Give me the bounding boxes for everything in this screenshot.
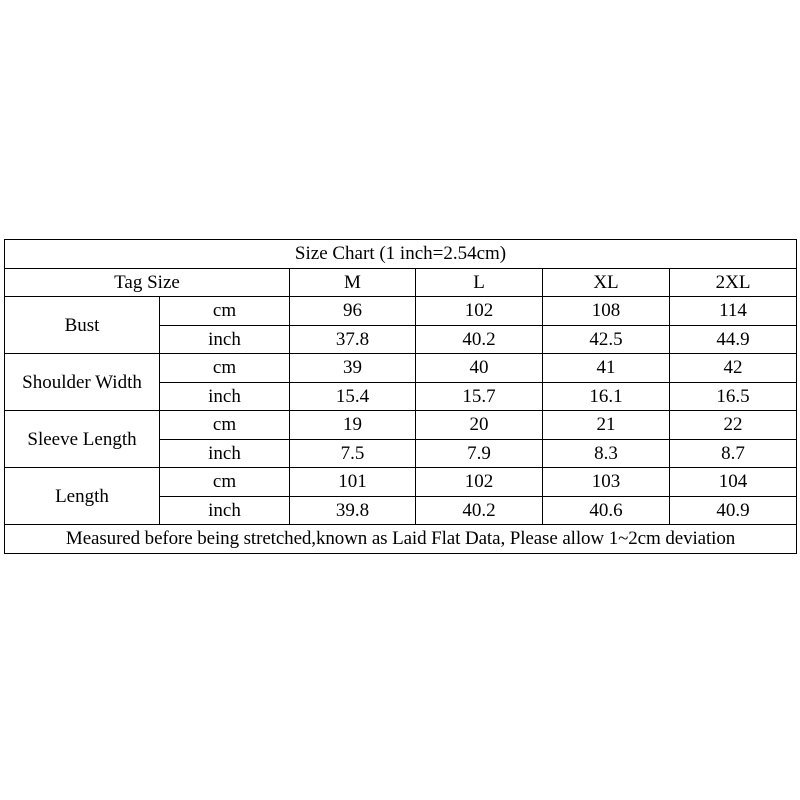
value-cell: 103 [543,468,670,497]
measure-name-shoulder-width: Shoulder Width [5,354,160,411]
value-cell: 16.5 [670,382,797,411]
measure-name-length: Length [5,468,160,525]
value-cell: 40 [416,354,543,383]
measure-name-bust: Bust [5,297,160,354]
value-cell: 7.9 [416,439,543,468]
unit-cell: inch [160,382,290,411]
table-row [5,411,797,440]
size-header-xl: XL [543,268,670,297]
value-cell: 19 [290,411,416,440]
value-cell: 8.3 [543,439,670,468]
unit-cell: cm [160,354,290,383]
value-cell: 101 [290,468,416,497]
value-cell: 42 [670,354,797,383]
value-cell: 40.2 [416,496,543,525]
unit-cell: inch [160,439,290,468]
value-cell: 108 [543,297,670,326]
size-header-2xl: 2XL [670,268,797,297]
value-cell: 20 [416,411,543,440]
value-cell: 114 [670,297,797,326]
value-cell: 40.6 [543,496,670,525]
value-cell: 104 [670,468,797,497]
value-cell: 7.5 [290,439,416,468]
footnote: Measured before being stretched,known as Laid Flat Data, Please allow 1~2cm deviation [5,525,797,554]
value-cell: 39 [290,354,416,383]
value-cell: 40.9 [670,496,797,525]
value-cell: 41 [543,354,670,383]
footnote-row [5,525,797,554]
title-row [5,240,797,269]
value-cell: 42.5 [543,325,670,354]
value-cell: 37.8 [290,325,416,354]
size-header-row [5,268,797,297]
table-row [5,297,797,326]
value-cell: 21 [543,411,670,440]
value-cell: 15.7 [416,382,543,411]
value-cell: 96 [290,297,416,326]
value-cell: 15.4 [290,382,416,411]
value-cell: 102 [416,297,543,326]
size-header-m: M [290,268,416,297]
chart-title: Size Chart (1 inch=2.54cm) [5,240,797,269]
value-cell: 44.9 [670,325,797,354]
size-header-l: L [416,268,543,297]
tag-size-label: Tag Size [5,268,290,297]
unit-cell: cm [160,297,290,326]
size-chart-table [4,239,797,554]
table-row [5,354,797,383]
value-cell: 8.7 [670,439,797,468]
value-cell: 22 [670,411,797,440]
unit-cell: cm [160,468,290,497]
table-row [5,468,797,497]
value-cell: 102 [416,468,543,497]
unit-cell: inch [160,496,290,525]
value-cell: 16.1 [543,382,670,411]
unit-cell: cm [160,411,290,440]
value-cell: 40.2 [416,325,543,354]
value-cell: 39.8 [290,496,416,525]
unit-cell: inch [160,325,290,354]
measure-name-sleeve-length: Sleeve Length [5,411,160,468]
